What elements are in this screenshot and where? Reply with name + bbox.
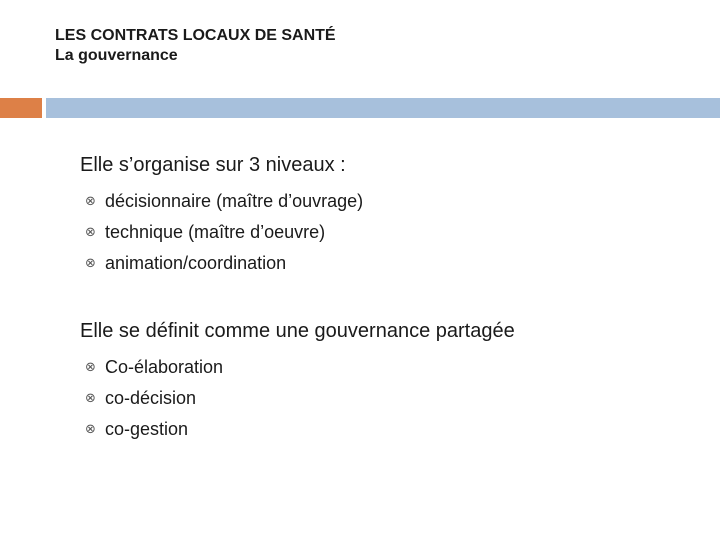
circled-x-icon: ⊗: [85, 256, 96, 271]
circled-x-icon: ⊗: [85, 422, 96, 437]
section-levels: [80, 150, 700, 279]
section-governance: [80, 316, 700, 445]
section-heading: Elle se définit comme une gouvernance partagée: [80, 320, 515, 342]
circled-x-icon: ⊗: [85, 360, 96, 375]
list-item-label: technique (maître d’oeuvre): [105, 222, 326, 242]
section-heading: Elle s’organise sur 3 niveaux :: [80, 154, 346, 176]
list-item: [80, 248, 700, 279]
slide-content: [80, 150, 700, 445]
bullet-list: [80, 186, 700, 279]
list-item-label: Co-élaboration: [105, 357, 224, 377]
slide-subtitle: La gouvernance: [55, 47, 178, 64]
list-item: [80, 217, 700, 248]
circled-x-icon: ⊗: [85, 225, 96, 240]
list-item: [80, 383, 700, 414]
circled-x-icon: ⊗: [85, 391, 96, 406]
list-item-label: animation/coordination: [105, 253, 287, 273]
list-item-label: co-gestion: [105, 419, 189, 439]
list-item: [80, 414, 700, 445]
list-item-label: co-décision: [105, 388, 197, 408]
list-item-label: décisionnaire (maître d’ouvrage): [105, 191, 364, 211]
list-item: [80, 186, 700, 217]
list-item: [80, 352, 700, 383]
circled-x-icon: ⊗: [85, 194, 96, 209]
accent-bar-orange: [0, 98, 42, 118]
slide-header: [55, 26, 336, 66]
accent-bar-blue: [46, 98, 720, 118]
slide-title: LES CONTRATS LOCAUX DE SANTÉ: [55, 27, 336, 44]
bullet-list: [80, 352, 700, 445]
